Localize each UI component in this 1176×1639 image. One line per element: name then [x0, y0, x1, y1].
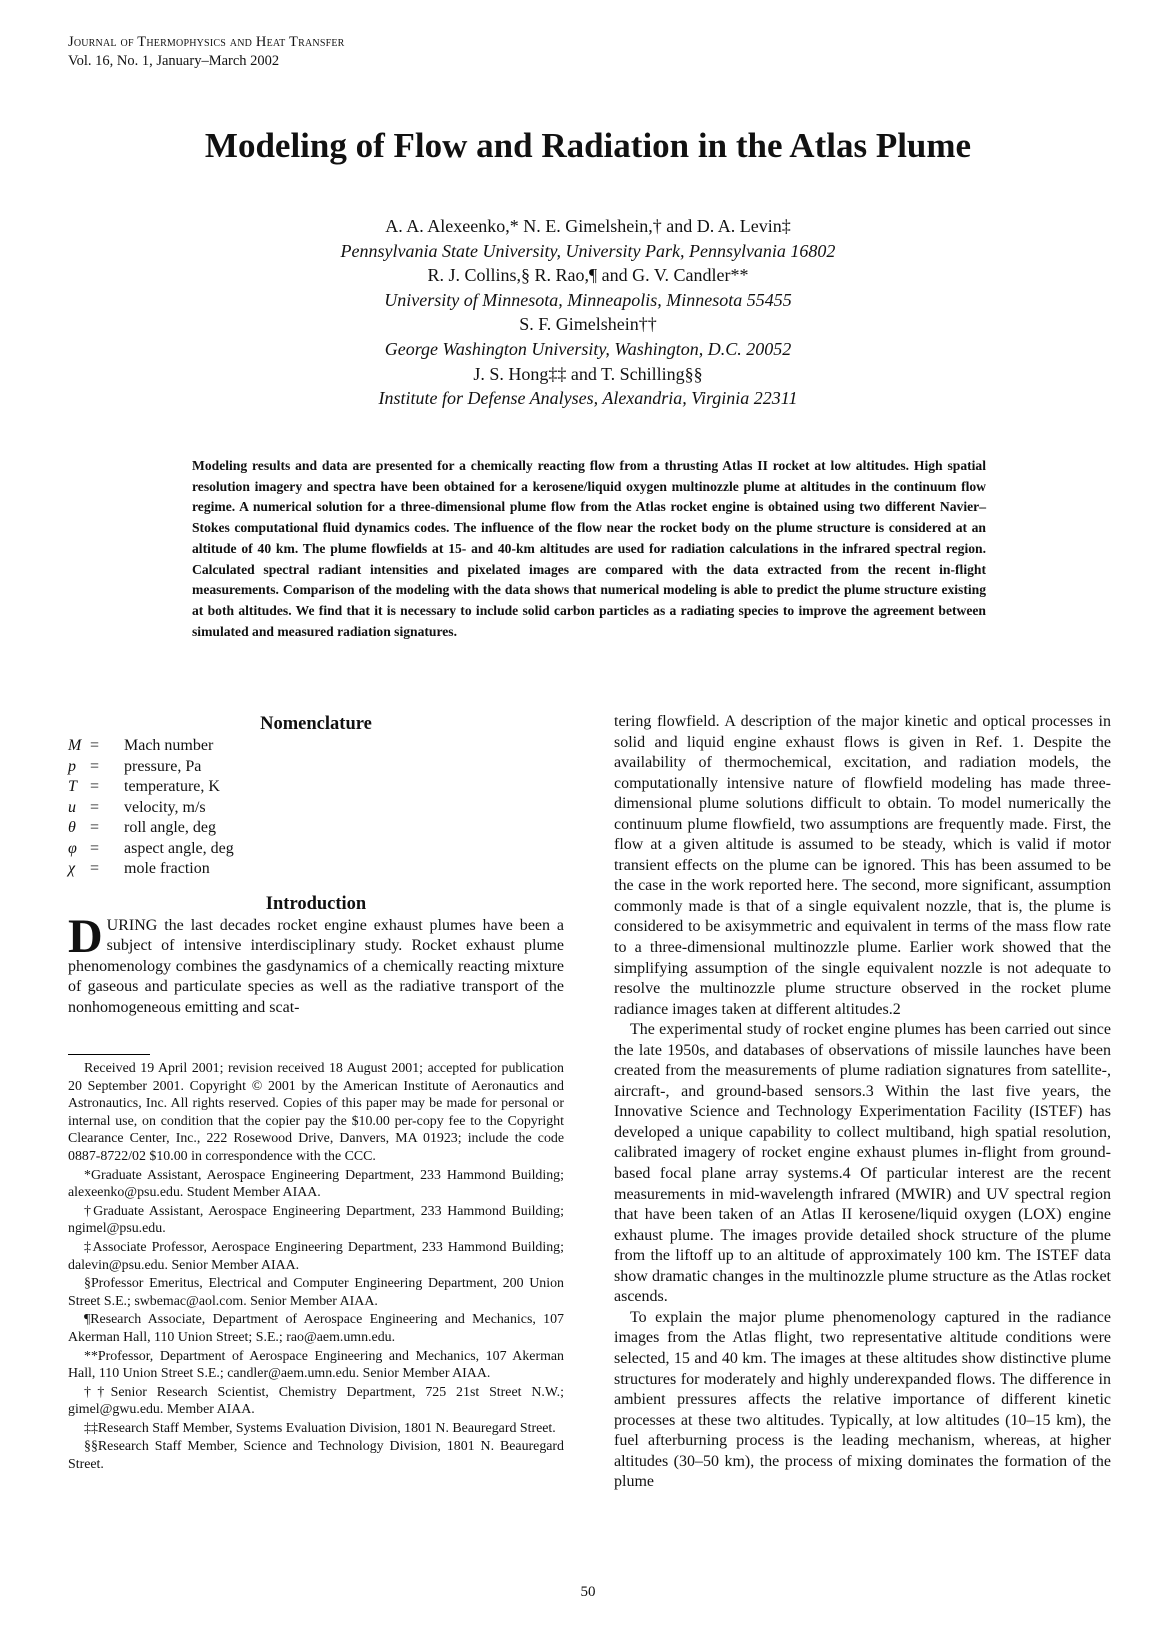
- footnote: ††Senior Research Scientist, Chemistry Department, 725 21st Street N.W.; gimel@gwu.edu. Member AIAA.: [68, 1384, 564, 1418]
- paper-title: Modeling of Flow and Radiation in the Atlas Plume: [204, 126, 972, 165]
- introduction-paragraph: [68, 909, 564, 1019]
- footnote: §Professor Emeritus, Electrical and Computer Engineering Department, 200 Union Street S.E.; swbemac@aol.com. Senior Member AIAA.: [68, 1276, 564, 1309]
- nom-definition: roll angle, deg: [124, 819, 216, 836]
- footnote-rule: [68, 1054, 150, 1055]
- affiliation-3: George Washington University, Washington, D.C. 20052: [384, 338, 792, 359]
- author-line-1: A. A. Alexeenko,* N. E. Gimelshein,† and D. A. Levin‡: [385, 216, 791, 236]
- page-number: 50: [580, 1584, 596, 1600]
- nomenclature-row: [68, 736, 234, 757]
- nom-symbol: p: [68, 757, 76, 775]
- footnote-received: Received 19 April 2001; revision received 18 August 2001; accepted for publication 20 September 2001. Copyright © 2001 by the American Institute of Aeronautics and Astronautics, Inc. All rights reserved. Copies of this paper may be made for personal or internal use, on condition that the copier pay the $10.00 per-copy fee to the Copyright Clearance Center, Inc., 222 Rosewood Drive, Danvers, MA 01923; include the code 0887-8722/02 $10.00 in correspondence with the CCC.: [68, 1061, 564, 1164]
- footnote: †Graduate Assistant, Aerospace Engineering Department, 233 Hammond Building; ngimel@psu.edu.: [68, 1203, 564, 1237]
- abstract: Modeling results and data are presented for a chemically reacting flow from a thrusting Atlas II rocket at low altitudes. High spatial resolution imagery and spectra have been obtained for a kerosene/liquid oxygen multinozzle plume at altitudes in the continuum flow regime. A numerical solution for a three-dimensional plume flow from the Atlas rocket engine is obtained using two different Navier–Stokes computational fluid dynamics codes. The influence of the flow near the rocket body on the plume structure is considered at an altitude of 40 km. The plume flowfields at 15- and 40-km altitudes are used for radiation calculations in the infrared spectral region. Calculated spectral radiant intensities and pixelated images are compared with the data extracted from the recent in-flight measurements. Comparison of the modeling with the data shows that numerical modeling is able to predict the plume structure existing at both altitudes. We find that it is necessary to include solid carbon particles as a radiating species to improve the agreement between simulated and measured radiation signatures.: [192, 458, 986, 639]
- nom-eq: =: [90, 860, 100, 877]
- author-line-4: J. S. Hong‡‡ and T. Schilling§§: [473, 363, 703, 384]
- nomenclature-table: [68, 736, 234, 880]
- nom-symbol: T: [68, 778, 77, 795]
- nom-eq: =: [90, 798, 100, 816]
- nomenclature-row: [68, 818, 234, 839]
- author-block: [0, 214, 1176, 411]
- body-paragraph: The experimental study of rocket engine plumes has been carried out since the late 1950s, and databases of observations of missile launches have been created from the measurements of plume radiation signatures from satellite-, aircraft-, and ground-based sensors.3 Within the last five years, the Innovative Science and Technology Experimentation Facility (ISTEF) has developed a unique capability to collect multiband, high spatial resolution, calibrated imagery of rocket engine exhaust plumes in-flight from ground-based focal plane array systems.4 Of particular interest are the recent measurements in mid-wavelength infrared (MWIR) and UV spectral region that have been taken of an Atlas II kerosene/liquid oxygen (LOX) engine exhaust plume. The images provide detailed shock structure of the plume from the liftoff up to an altitude of approximately 100 km. The ISTEF data show dramatic changes in the multinozzle plume structure as the Atlas rocket ascends.: [614, 1021, 1111, 1306]
- left-column: [68, 712, 564, 1018]
- nom-symbol: u: [68, 798, 76, 816]
- right-column: [614, 712, 1111, 1493]
- nom-symbol: θ: [68, 819, 76, 836]
- nom-eq: =: [90, 839, 100, 857]
- nom-definition: Mach number: [124, 737, 214, 754]
- nomenclature-row: [68, 839, 234, 860]
- journal-name: Journal of Thermophysics and Heat Transfer: [68, 34, 345, 50]
- nom-definition: pressure, Pa: [124, 757, 202, 775]
- footnote: *Graduate Assistant, Aerospace Engineering Department, 233 Hammond Building; alexeenko@psu.edu. Student Member AIAA.: [68, 1167, 564, 1201]
- nom-eq: =: [90, 819, 100, 836]
- introduction-heading: Introduction: [265, 893, 367, 914]
- nom-symbol: φ: [68, 839, 77, 857]
- introduction-text: URING the last decades rocket engine exhaust plumes have been a subject of intensive interdisciplinary study. Rocket exhaust plume phenomenology combines the gasdynamics of a chemically reacting mixture of gaseous and particulate species as well as the radiative transport of the nonhomogeneous emitting and scat-: [68, 916, 564, 1016]
- affiliation-2: University of Minnesota, Minneapolis, Minnesota 55455: [384, 289, 792, 310]
- journal-volume: Vol. 16, No. 1, January–March 2002: [68, 53, 280, 69]
- footnotes: [68, 1060, 564, 1474]
- nom-symbol: M: [68, 737, 82, 754]
- affiliation-1: Pennsylvania State University, University Park, Pennsylvania 16802: [340, 240, 836, 261]
- nom-definition: temperature, K: [124, 778, 220, 795]
- nomenclature-row: [68, 777, 234, 798]
- footnote: ‡Associate Professor, Aerospace Engineering Department, 233 Hammond Building; dalevin@psu.edu. Senior Member AIAA.: [68, 1239, 564, 1273]
- nomenclature-row: [68, 859, 234, 880]
- affiliation-4: Institute for Defense Analyses, Alexandria, Virginia 22311: [378, 388, 798, 409]
- author-line-2: R. J. Collins,§ R. Rao,¶ and G. V. Candler**: [427, 265, 749, 286]
- footnote: **Professor, Department of Aerospace Engineering and Mechanics, 107 Akerman Hall, 110 Union Street S.E.; candler@aem.umn.edu. Senior Member AIAA.: [68, 1348, 564, 1382]
- nomenclature-row: [68, 798, 234, 819]
- nom-eq: =: [90, 737, 100, 754]
- body-paragraph: tering flowfield. A description of the major kinetic and optical processes in solid and liquid engine exhaust flows is given in Ref. 1. Despite the availability of thermochemical, excitation, and radiation models, the computationally intensive nature of flowfield modeling has made three-dimensional plume solutions difficult to obtain. To model numerically the continuum plume flowfield, two assumptions are frequently made. First, the flow at a given altitude is assumed to be steady, which is valid if motor transient effects on the plume can be ignored. This has been assumed to be the case in the work reported here. The second, more significant, assumption commonly made is that of a single equivalent nozzle, that is, the plume is considered to be axisymmetric and equivalent in terms of the mass flow rate to a three-dimensional multinozzle plume. Earlier work showed that the simplifying assumption of the single equivalent nozzle is not adequate to resolve the multinozzle plume structure observed in the rocket plume radiance images taken at different altitudes.2: [614, 713, 1111, 1018]
- drop-cap: D: [68, 909, 103, 963]
- nom-symbol: χ: [68, 860, 76, 877]
- body-paragraph: To explain the major plume phenomenology captured in the radiance images from the Atlas flight, two representative altitude conditions were selected, 15 and 40 km. The images at these altitudes show distinctive plume structures for moderately and highly underexpanded flows. The difference in ambient pressures affects the relative importance of different kinetic processes at these two altitudes. Typically, at low altitudes (10–15 km), the fuel afterburning process is the leading mechanism, whereas, at higher altitudes (30–50 km), the process of mixing dominates the formation of the plume: [614, 1308, 1111, 1491]
- nom-definition: mole fraction: [124, 860, 210, 877]
- nom-eq: =: [90, 757, 100, 775]
- footnote: §§Research Staff Member, Science and Technology Division, 1801 N. Beauregard Street.: [68, 1439, 564, 1473]
- journal-header: [68, 33, 345, 71]
- nom-definition: velocity, m/s: [124, 798, 206, 816]
- nom-eq: =: [90, 778, 100, 795]
- nom-definition: aspect angle, deg: [124, 839, 234, 857]
- nomenclature-row: [68, 757, 234, 778]
- nomenclature-heading: Nomenclature: [260, 714, 372, 734]
- footnote: ‡‡Research Staff Member, Systems Evaluation Division, 1801 N. Beauregard Street.: [84, 1420, 556, 1436]
- footnote: ¶Research Associate, Department of Aerospace Engineering and Mechanics, 107 Akerman Hall, 110 Union Street; S.E.; rao@aem.umn.edu.: [68, 1312, 564, 1345]
- author-line-3: S. F. Gimelshein††: [519, 314, 657, 335]
